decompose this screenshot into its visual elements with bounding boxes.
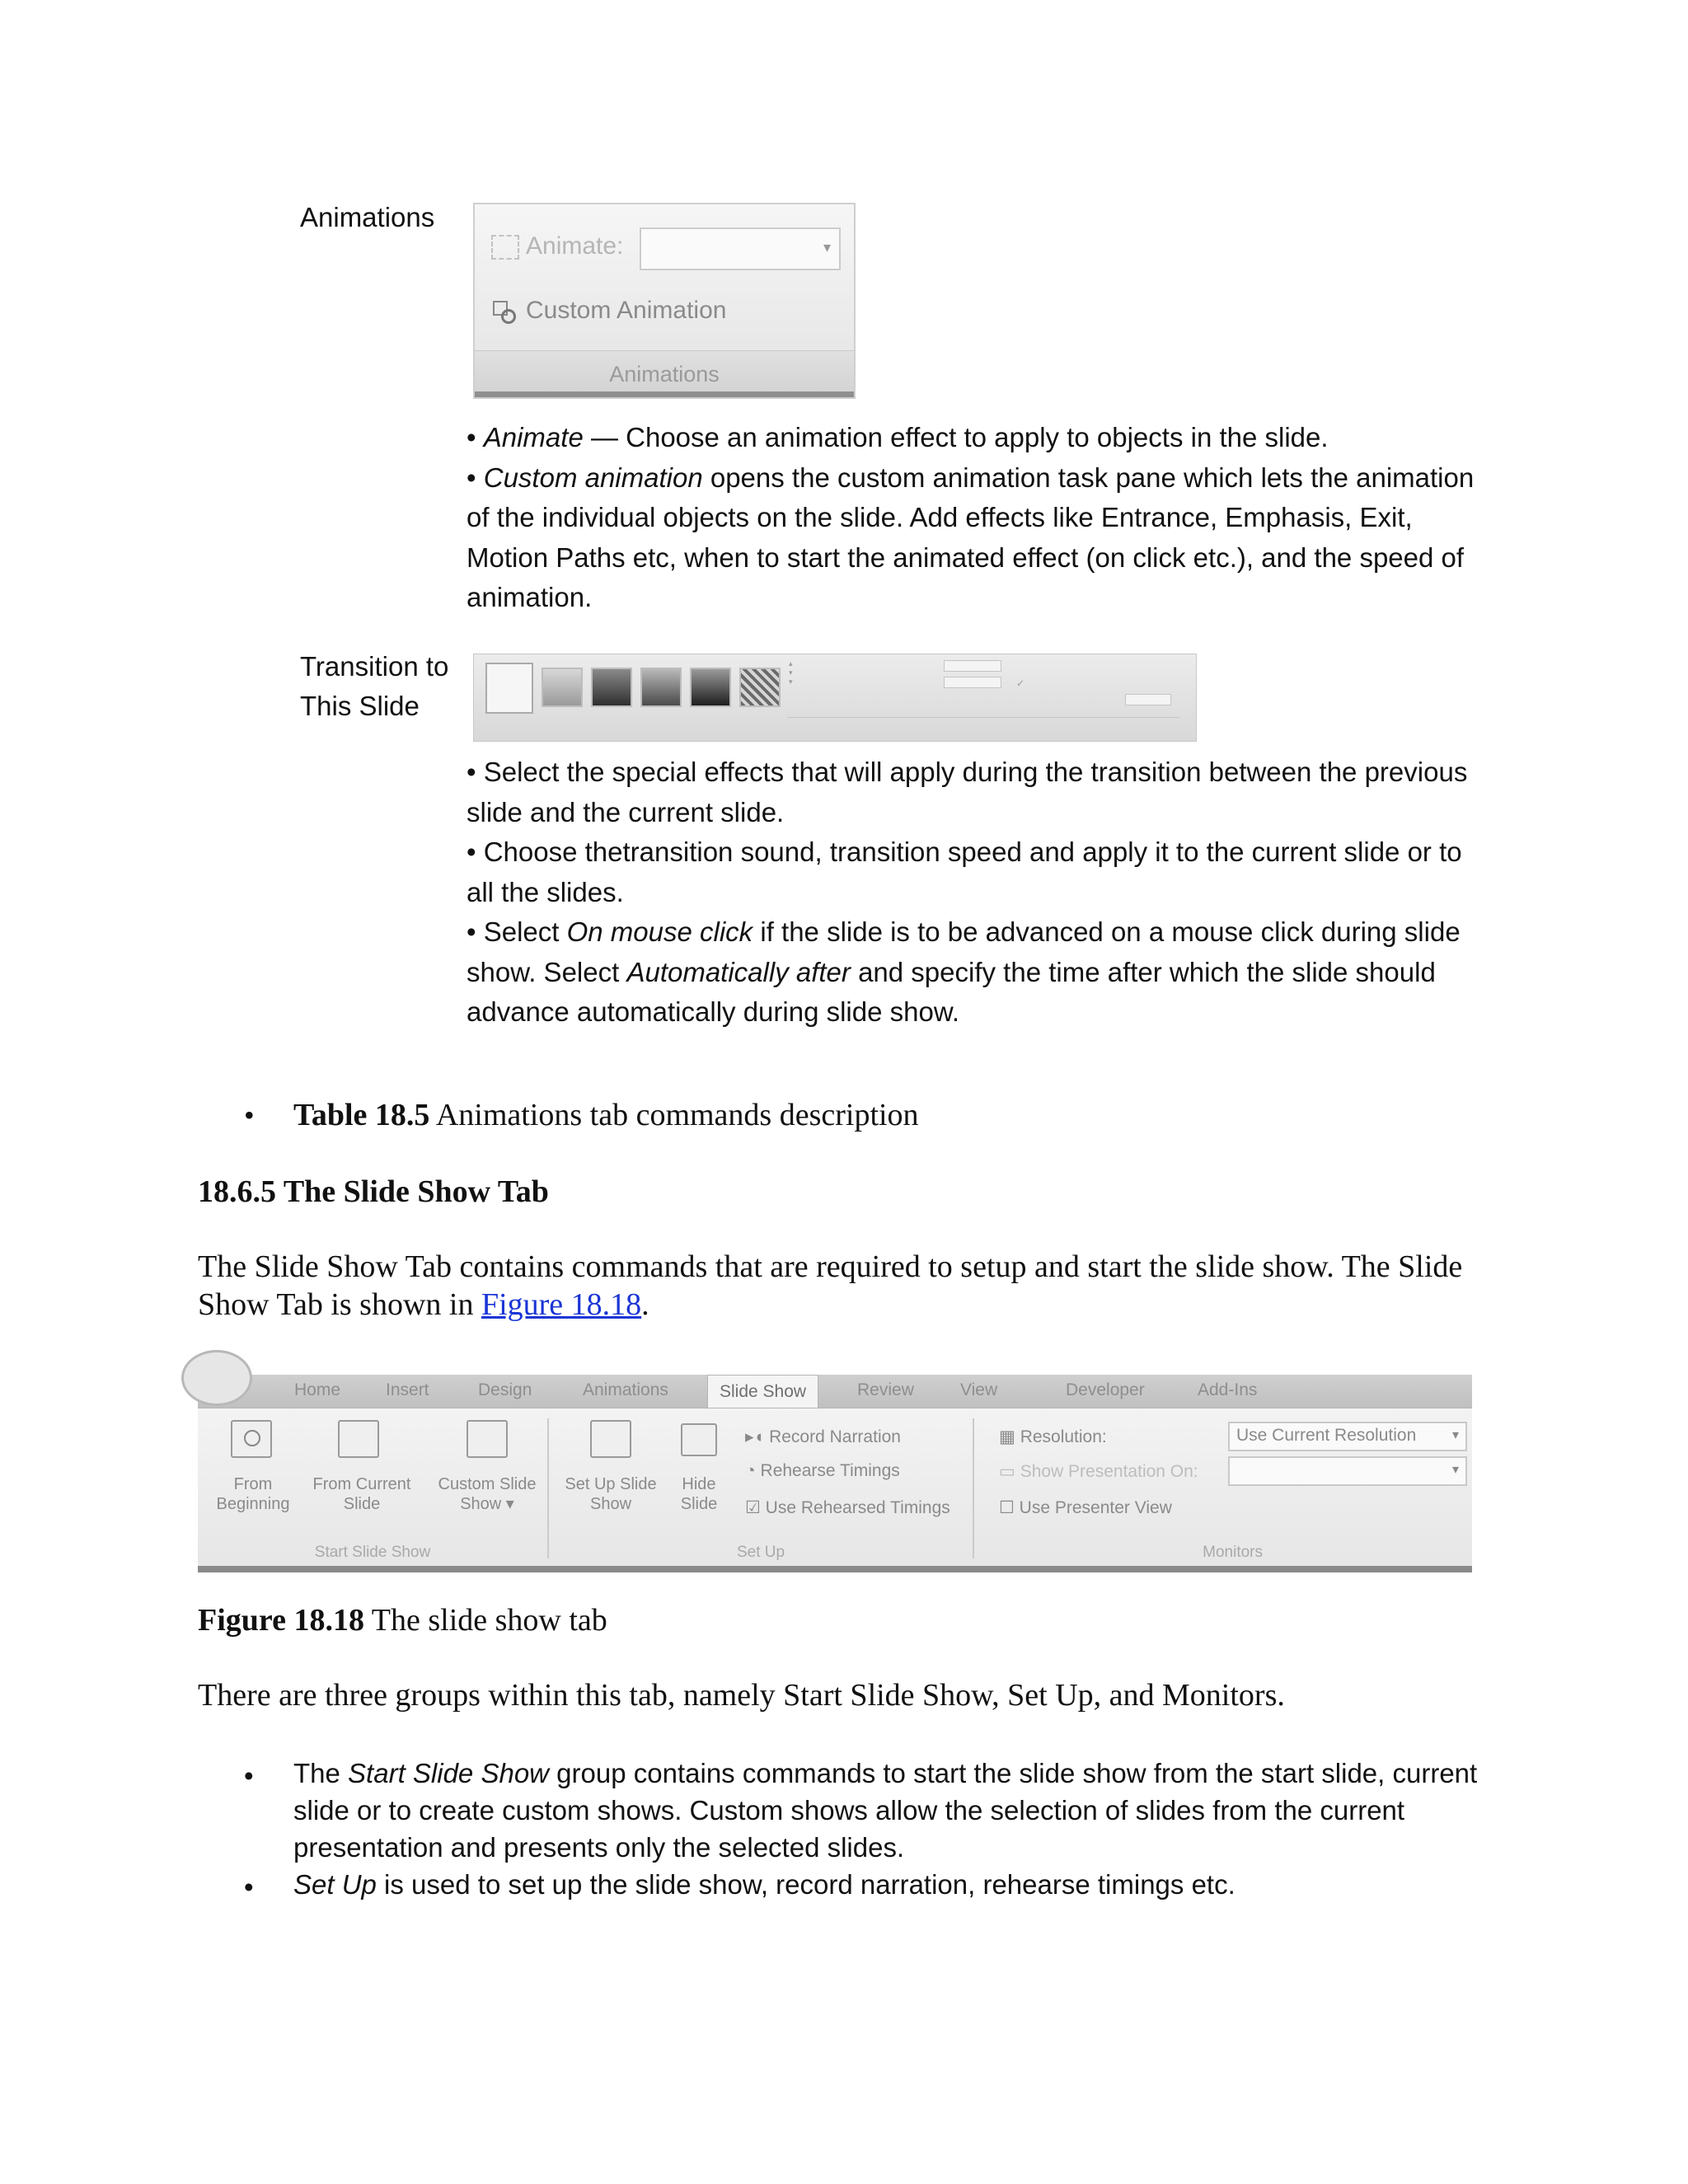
tab-developer: Developer — [1066, 1380, 1145, 1399]
resolution-command: ▦ Resolution: — [999, 1427, 1107, 1446]
animations-group-screenshot — [473, 203, 856, 399]
rehearse-timings-command: ◔ Rehearse Timings — [745, 1461, 900, 1480]
transition-bullet-3: • Select On mouse click if the slide is to be advanced on a mouse click during slide show. Select Automatically after and specify the time after which the slide should advance automatically during slide show. — [467, 916, 1461, 1027]
animate-dropdown — [640, 227, 841, 270]
tab-design: Design — [478, 1380, 532, 1399]
custom-animation-icon — [491, 298, 521, 326]
start-slide-show-bullet: The Start Slide Show group contains commands to start the slide show from the start slide, current slide or to create custom shows. Custom shows allow the selection of slides from the current presentation and presents only the selected slides. — [293, 1758, 1478, 1863]
group-start-slide-show: Start Slide Show — [314, 1544, 431, 1561]
set-up-bullet: Set Up is used to set up the slide show, record narration, rehearse timings etc. — [293, 1869, 1236, 1900]
tab-animations: Animations — [583, 1380, 668, 1399]
custom-slide-show-icon — [467, 1420, 508, 1458]
resolution-dropdown: Use Current Resolution ▾ — [1228, 1422, 1467, 1451]
group-divider — [973, 1418, 974, 1558]
scroll-arrows: ▴ ▾ ▾ — [789, 659, 793, 686]
set-up-slide-show-label: Set Up Slide Show — [565, 1475, 657, 1513]
animations-row-label: Animations — [300, 202, 435, 232]
animate-control: Animate: — [491, 232, 623, 260]
ribbon-tabs — [198, 1375, 1472, 1408]
divider — [475, 391, 854, 397]
bullet-dot: • — [244, 1760, 254, 1791]
figure-caption: Figure 18.18 The slide show tab — [198, 1603, 607, 1638]
office-button-icon — [181, 1350, 252, 1406]
custom-animation-control: Custom Animation — [491, 297, 726, 326]
groups-sentence: There are three groups within this tab, namely Start Slide Show, Set Up, and Monitors. — [198, 1678, 1285, 1713]
from-current-slide-icon — [338, 1420, 379, 1458]
tab-add-ins: Add-Ins — [1198, 1380, 1258, 1399]
tab-slide-show: Slide Show — [707, 1375, 818, 1409]
bullet-dot: • — [244, 1099, 255, 1132]
slide-show-ribbon-screenshot — [198, 1375, 1472, 1572]
animate-icon — [491, 235, 519, 260]
tab-review: Review — [857, 1380, 914, 1399]
record-narration-icon: ▸◖ — [745, 1427, 770, 1446]
from-beginning-label: From Beginning — [216, 1475, 290, 1513]
divider — [198, 1566, 1472, 1572]
checkbox-empty-icon: ☐ — [999, 1498, 1020, 1517]
from-current-slide-label: From Current Slide — [312, 1475, 411, 1513]
chevron-down-icon: ▾ — [1451, 1428, 1459, 1442]
transition-bullet-2: • Choose thetransition sound, transition speed and apply it to the current slide or to all the slides. — [467, 837, 1462, 907]
resolution-icon: ▦ — [999, 1427, 1020, 1446]
automatically-after-box — [1125, 694, 1171, 705]
from-beginning-icon — [231, 1420, 272, 1458]
transition-thumbnail — [485, 663, 533, 714]
custom-animation-bullet: • Custom animation opens the custom animation task pane which lets the animation of the individual objects on the slide. Add effects like Entrance, Emphasis, Exit, Motion Paths etc, when to start the animated effect (on click etc.), and the speed of animation. — [467, 462, 1475, 612]
show-presentation-on-command: ▭ Show Presentation On: — [999, 1462, 1198, 1481]
group-set-up: Set Up — [736, 1544, 785, 1561]
figure-link[interactable]: Figure 18.18 — [481, 1287, 642, 1322]
transition-thumbnail — [739, 668, 781, 707]
transition-row-label: Transition to This Slide — [300, 651, 449, 721]
transition-speed-box — [944, 677, 1001, 688]
set-up-slide-show-icon — [590, 1420, 631, 1458]
rehearse-timings-icon: ◔ — [745, 1461, 761, 1480]
use-presenter-view-command: ☐ Use Presenter View — [999, 1498, 1172, 1517]
group-divider — [547, 1418, 549, 1558]
ribbon-body — [198, 1408, 1472, 1568]
transition-thumbnail — [690, 668, 731, 707]
monitor-icon: ▭ — [999, 1462, 1020, 1481]
show-presentation-on-dropdown — [1228, 1456, 1467, 1486]
chevron-down-icon: ▾ — [1451, 1463, 1459, 1477]
transition-sound-box — [944, 660, 1001, 672]
transition-group-divider — [787, 717, 1179, 718]
checkbox-checked-icon: ☑ — [745, 1498, 766, 1517]
tab-view: View — [960, 1380, 998, 1399]
bullet-dot: • — [244, 1872, 254, 1902]
animations-description — [467, 418, 1480, 618]
table-caption: Table 18.5 Animations tab commands description — [293, 1098, 919, 1132]
custom-slide-show-label: Custom Slide Show ▾ — [438, 1475, 537, 1513]
group-monitors: Monitors — [1203, 1544, 1263, 1561]
section-heading: 18.6.5 The Slide Show Tab — [198, 1174, 549, 1209]
transition-group-screenshot — [473, 654, 1197, 742]
checkbox-icon: ✓ — [1016, 677, 1025, 689]
hide-slide-label: Hide Slide — [680, 1475, 718, 1513]
transition-thumbnail — [542, 668, 583, 707]
tab-insert: Insert — [386, 1380, 429, 1399]
use-rehearsed-timings-command: ☑ Use Rehearsed Timings — [745, 1498, 950, 1517]
transition-thumbnail — [591, 668, 632, 707]
animate-bullet: • Animate — Choose an animation effect to apply to objects in the slide. — [467, 422, 1329, 452]
chevron-down-icon: ▾ — [823, 239, 831, 255]
transition-thumbnail — [640, 668, 682, 707]
intro-paragraph: The Slide Show Tab contains commands that are required to setup and start the slide show. The Slide Show Tab is shown in Figure 18.18. — [198, 1249, 1463, 1322]
hide-slide-icon — [681, 1423, 717, 1456]
transition-bullet-1: • Select the special effects that will apply during the transition between the previous slide and the current slide. — [467, 757, 1468, 827]
record-narration-command: ▸◖ Record Narration — [745, 1427, 901, 1446]
transition-description — [467, 752, 1480, 1033]
tab-home: Home — [294, 1380, 341, 1399]
animations-group-label: Animations — [475, 350, 854, 397]
